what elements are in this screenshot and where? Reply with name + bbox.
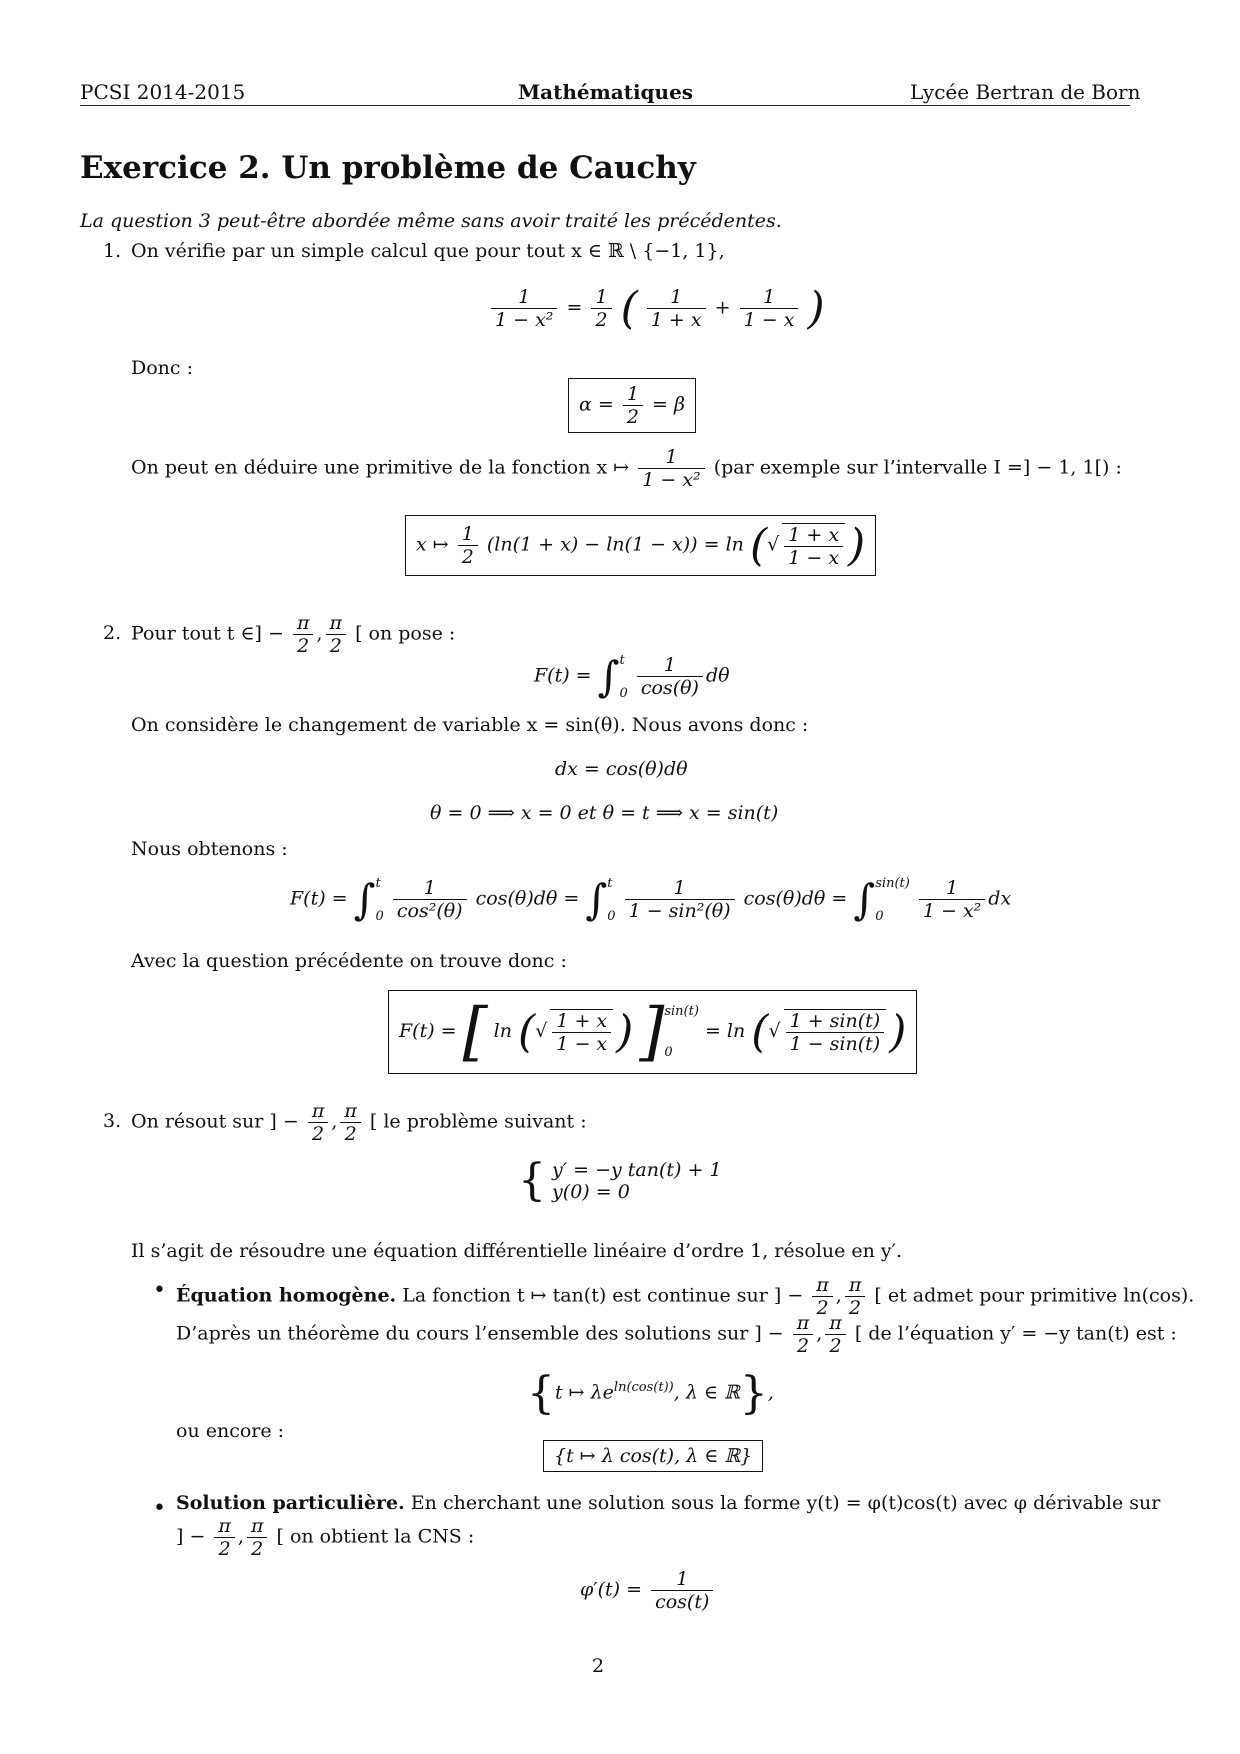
bullet-2-dot: • (153, 1496, 166, 1521)
q2-avec: Avec la question précédente on trouve donc : (131, 950, 567, 972)
q2-obtenons: Nous obtenons : (131, 838, 288, 860)
q3-number: 3. (103, 1110, 122, 1132)
q2-change-variable: On considère le changement de variable x = sin(θ). Nous avons donc : (131, 714, 809, 736)
bullet-2-line2: ] − $\frac{\pi}{2}$ , $\frac{\pi}{2}$ [ on obtient la CNS : (176, 1515, 475, 1560)
q1-donc: Donc : (131, 357, 193, 379)
q3-system: { y′ = −y tan(t) + 1 y(0) = 0 (518, 1155, 722, 1206)
q2-dx: dx = cos(θ)dθ (555, 758, 688, 780)
header-rule (80, 105, 1130, 106)
q2-intro-line: Pour tout t ∈] − $\frac{\pi}{2}$ , $\frac{\pi}{2}$ [ on pose : (131, 612, 456, 657)
exercise-title: Exercice 2. Un problème de Cauchy (80, 150, 696, 186)
q3-boxed-set: {t ↦ λ cos(t), λ ∈ ℝ} (543, 1440, 763, 1472)
q1-equation: $\frac{1}{\text{1 − x²}}$ = $\frac{1}{2}$ ( $\frac{1}{1 + x}$ + $\frac{1}{1 - x}$ ) (488, 283, 825, 334)
page-number: 2 (592, 1655, 605, 1677)
q1-number: 1. (103, 240, 122, 262)
bullet-1-dot: • (153, 1278, 166, 1303)
bullet-2-line1: Solution particulière. En cherchant une solution sous la forme y(t) = φ(t)cos(t) avec φ dérivable sur (176, 1492, 1161, 1514)
q1-boxed-primitive: x ↦ $\frac{1}{2}$ (ln(1 + x) − ln(1 − x)) = ln (√ $\frac{1 + x}{1 - x}$ ) (405, 515, 876, 576)
bullet-1-line1: Équation homogène. La fonction t ↦ tan(t) est continue sur ] − $\frac{\pi}{2}$ , $\frac{\pi}{2}$ [ et admet pour primitive ln(cos). (176, 1274, 1195, 1319)
q1-boxed-alpha-beta: α = $\frac{1}{2}$ = β (568, 378, 696, 433)
bullet-1-line2: D’après un théorème du cours l’ensemble des solutions sur ] − $\frac{\pi}{2}$ , $\frac{\pi}{2}$ [ de l’équation y′ = −y tan(t) est : (176, 1312, 1177, 1357)
q3-phi-equation: φ′(t) = $\frac{1}{\cos(t)}$ (580, 1568, 716, 1613)
q2-computation: F(t) = ∫ t 0 $\frac{1}{\text{cos²(θ)}}$ cos(θ)dθ = ∫ t 0 $\frac{1}{\text{1 − sin²(θ)}}$ cos(θ)dθ = ∫ sin(t) 0 $\frac{1}{\text{1 − x²}}$ dx (290, 875, 1012, 924)
q3-encore: ou encore : (176, 1420, 285, 1442)
header-left: PCSI 2014-2015 (80, 80, 246, 104)
q2-boxed-result: F(t) = [ ln (√ $\frac{1 + x}{1 - x}$ ) ] sin(t) 0 = ln (√ $\frac{1 + \sin(t)}{1 - \sin(t)}$ ) (388, 990, 917, 1074)
q2-F-definition: F(t) = ∫ t 0 $\frac{1}{\cos(\theta)}$ dθ (534, 652, 730, 701)
header-right: Lycée Bertran de Born (910, 80, 1141, 104)
exercise-intro: La question 3 peut-être abordée même sans avoir traité les précédentes. (80, 210, 782, 232)
q1-primitive-line: On peut en déduire une primitive de la fonction x ↦ $\frac{1}{\text{1 − x²}}$ (par exemple sur l’intervalle I =] − 1, 1[) : (131, 446, 1122, 491)
q3-intro-line: On résout sur ] − $\frac{\pi}{2}$ , $\frac{\pi}{2}$ [ le problème suivant : (131, 1100, 587, 1145)
header-center: Mathématiques (518, 80, 694, 104)
q3-solution-set: {t ↦ $\lambda e^{ln(cos(t))}$, λ ∈ ℝ}, (527, 1368, 774, 1419)
q2-number: 2. (103, 622, 122, 644)
q3-intro-text: Il s’agit de résoudre une équation différentielle linéaire d’ordre 1, résolue en y′. (131, 1240, 903, 1262)
q2-bounds: θ = 0 ⟹ x = 0 et θ = t ⟹ x = sin(t) (430, 802, 779, 824)
q1-text: On vérifie par un simple calcul que pour tout x ∈ ℝ \ {−1, 1}, (131, 240, 725, 262)
